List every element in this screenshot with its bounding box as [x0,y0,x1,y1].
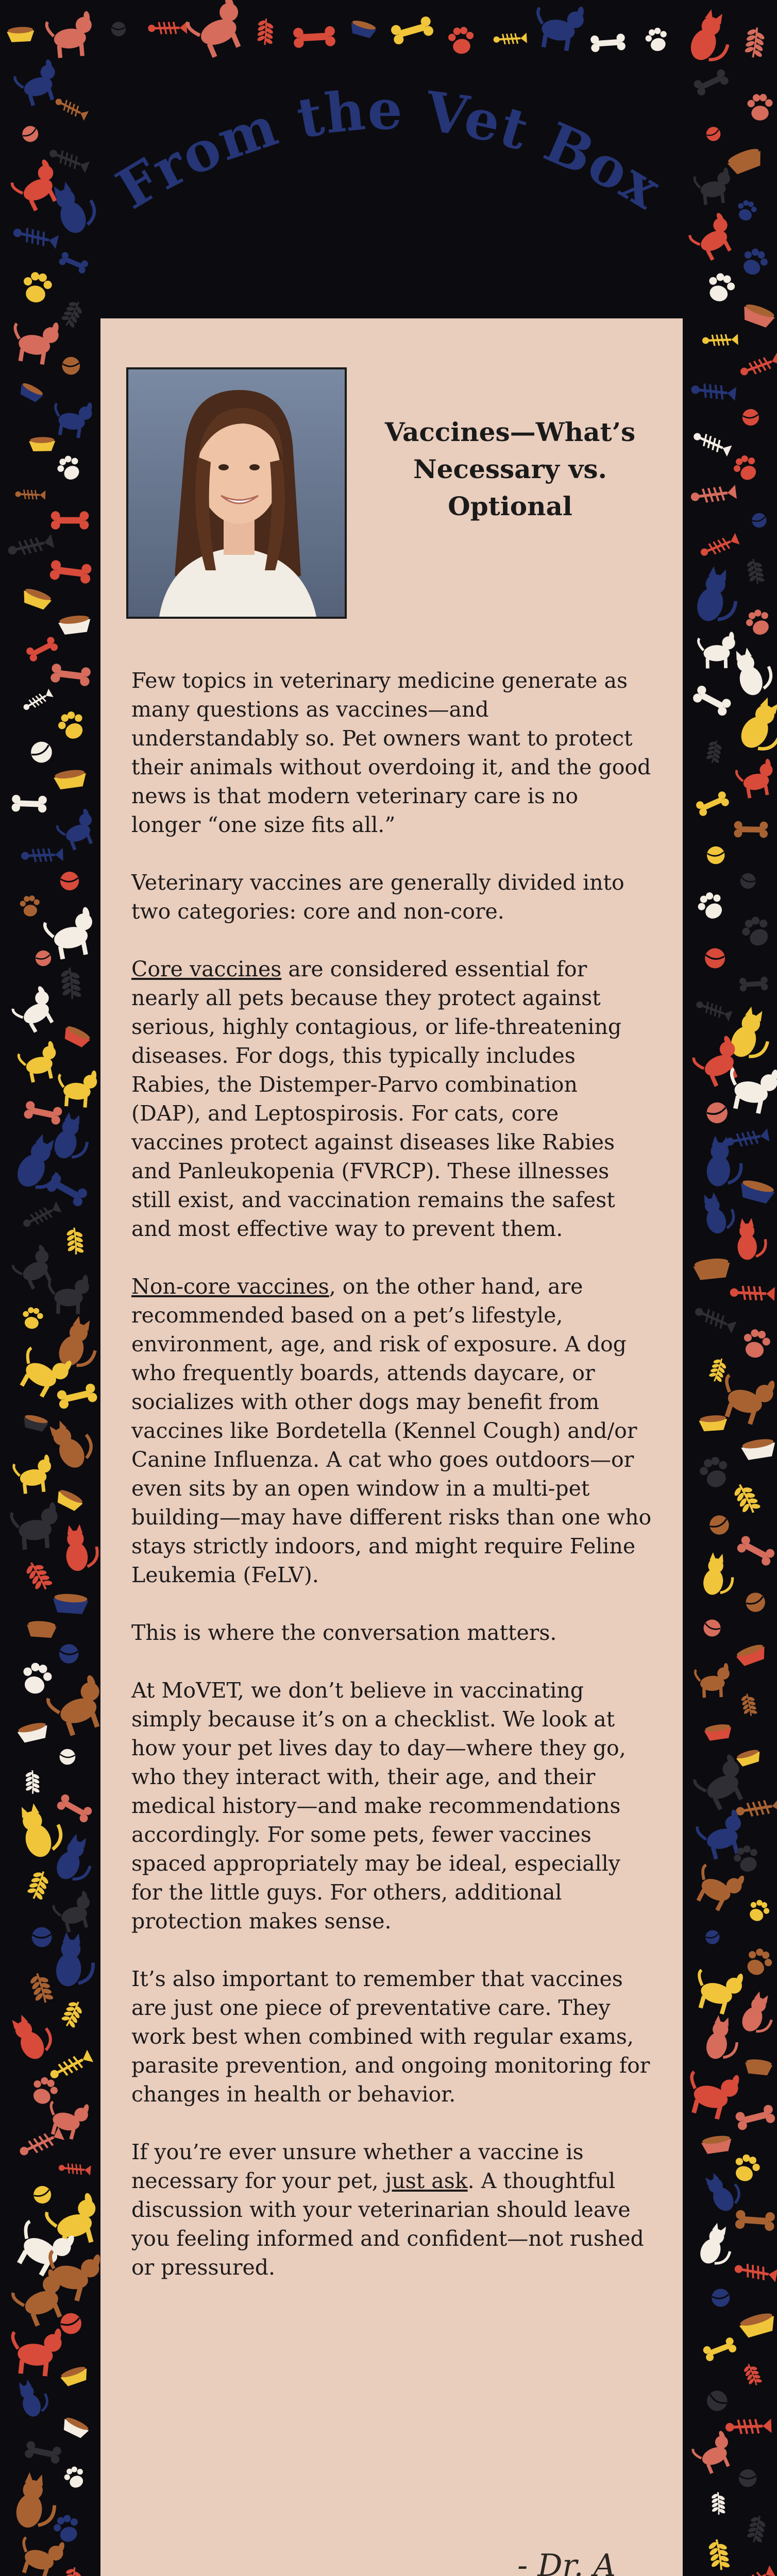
cat-silhouette-icon [731,643,776,698]
paw-print-icon [28,2074,61,2108]
dog-silhouette-icon [57,1068,98,1108]
ball-icon [706,1512,732,1537]
cat-silhouette-icon [700,1189,737,1235]
fish-bone-icon [690,382,736,401]
dog-silhouette-icon [52,1890,96,1935]
bone-icon [56,1383,98,1410]
catnip-sprig-icon [25,1868,52,1902]
dog-silhouette-icon [683,2064,741,2123]
article-paragraph: At MoVET, we don’t believe in vaccinating simply because it’s on a checklist. We look at how your pet lives day to day—where they go, who they interact with, their age, and their medical history—and make recommendations accordingly. For some pets, fewer vaccines spaced appropriately may be ideal, especially for the little guys. For others, additional protection makes sense. [131,1678,626,1934]
fish-bone-icon [21,1201,61,1230]
ball-icon [739,2469,757,2487]
cat-silhouette-icon [736,694,777,758]
dog-silhouette-icon [17,1040,61,1084]
catnip-sprig-icon [731,1480,762,1517]
cat-silhouette-icon [727,1004,777,1064]
food-bowl-icon [58,614,92,635]
dog-silhouette-icon [44,2192,104,2251]
fish-bone-icon [7,534,54,558]
food-bowl-icon [740,1437,777,1461]
bone-icon [691,684,732,717]
catnip-sprig-icon [741,2362,763,2388]
food-bowl-icon [26,1620,57,1638]
dog-silhouette-icon [690,2430,737,2477]
bone-icon [24,2441,62,2465]
fish-bone-icon [691,430,732,456]
paw-print-icon [19,1660,54,1697]
article-paragraph: Non-core vaccines, on the other hand, are recommended based on a pet’s lifestyle, environment, age, and risk of exposure. A dog who frequently boards, attends daycare, or socializes with other dogs may benefit from vaccines like Bordetella (Kennel Cough) and/or Canine Influenza. A cat who goes outdoors—or even sits by an open window in a multi-pet building—may have different risks than one who stays strictly indoors, and might require Feline Leukemia (FeLV). [131,1274,652,1587]
catnip-sprig-icon [59,967,82,1000]
paw-print-icon [745,1897,772,1925]
catnip-sprig-icon [62,2566,83,2576]
cat-silhouette-icon [15,2376,51,2419]
paw-print-icon [743,606,775,639]
dog-silhouette-icon [48,1274,89,1314]
portrait-illustration [128,369,345,617]
cat-silhouette-icon [7,2007,57,2063]
ball-icon [704,947,726,969]
food-bowl-icon [737,1178,776,1205]
dog-silhouette-icon [55,808,100,853]
fish-bone-icon [735,1798,777,1819]
fish-bone-icon [725,2419,771,2435]
ball-icon [704,1928,721,1945]
article-paragraph: Few topics in veterinary medicine generate as many questions as vaccines—and understandably so. Pet owners want to protect their animals without overdoing it, and the good news is that modern veterinary care is no longer “one size fits all.” [131,668,651,837]
food-bowl-icon [703,1723,733,1741]
ball-icon [711,2287,731,2308]
fish-bone-icon [733,2565,776,2576]
cat-silhouette-icon [706,1135,744,1188]
paw-print-icon [730,452,762,484]
masthead [0,0,777,319]
masthead-title: From the Vet Box [106,77,673,222]
ball-icon [743,1590,768,1615]
food-bowl-icon [52,1593,89,1615]
dog-silhouette-icon [689,1858,747,1916]
fish-bone-icon [702,334,738,346]
article-paragraph: Veterinary vaccines are generally divided into two categories: core and non-core. [131,870,624,924]
core-vaccines-term: Core vaccines [131,957,282,981]
paw-print-icon [694,888,729,923]
ball-icon [706,845,725,865]
article-paragraph: If you’re ever unsure whether a vaccine is necessary for your pet, just ask. A thoughtful discussion with your veterinarian should leave you feeling informed and confident—not rushed or pressured. [131,2140,644,2280]
dog-silhouette-icon [13,1454,54,1495]
dog-silhouette-icon [735,758,777,800]
fish-bone-icon [15,489,45,500]
dog-silhouette-icon [695,1663,731,1698]
fish-bone-icon [738,353,777,379]
catnip-sprig-icon [705,739,724,764]
dog-silhouette-icon [11,1502,60,1550]
bone-icon [56,1793,93,1824]
ball-icon [31,2183,54,2206]
food-bowl-icon [29,437,56,451]
ball-icon [59,1644,79,1664]
dog-silhouette-icon [724,1061,777,1116]
food-bowl-icon [17,381,45,404]
food-bowl-icon [22,1413,49,1433]
fish-bone-icon [693,1304,737,1334]
dog-silhouette-icon [10,1244,59,1293]
food-bowl-icon [738,2311,777,2340]
fish-bone-icon [47,2050,93,2082]
catnip-sprig-icon [25,1770,40,1794]
ball-icon [741,409,759,427]
just-ask-term: just ask [385,2168,468,2193]
article-body [131,666,652,2311]
paw-print-icon [55,708,89,743]
ball-icon [58,2310,84,2336]
paw-print-icon [62,2464,88,2490]
bone-icon [702,2336,738,2362]
ball-icon [62,357,80,375]
article-paragraph: Core vaccines are considered essential for nearly all pets because they protect against serious, highly contagious, or life-threatening diseases. For dogs, this typically includes Rabies, the Distemper-Parvo combination (DAP), and Leptospirosis. For cats, core vaccines protect against diseases like Rabies and Panleukopenia (FVRCP). These illnesses still exist, and vaccination remains the safest and most effective way to prevent them. [131,957,622,1241]
catnip-sprig-icon [745,2514,768,2545]
ball-icon [704,1100,730,1126]
fish-bone-icon [695,998,733,1022]
cat-silhouette-icon [737,1218,766,1260]
cat-silhouette-icon [704,2014,742,2063]
cat-silhouette-icon [697,2221,738,2270]
bone-icon [11,795,47,813]
ball-icon [703,2387,731,2414]
food-bowl-icon [60,2415,91,2440]
bone-icon [25,636,59,663]
catnip-sprig-icon [28,1971,55,2005]
food-bowl-icon [735,1642,769,1667]
paw-print-icon [738,913,775,950]
fish-bone-icon [22,689,54,713]
dog-silhouette-icon [10,316,61,366]
article-paragraph: It’s also important to remember that vaccines are just one piece of preventative care. They work best when combined with regular exams, parasite prevention, and ongoing monitoring for changes in health or behavior. [131,1967,650,2107]
food-bowl-icon [61,1024,92,1049]
cat-silhouette-icon [738,1990,777,2038]
food-bowl-icon [735,1748,763,1768]
article-panel [100,318,683,2576]
dog-silhouette-icon [51,397,93,439]
cat-silhouette-icon [63,1523,98,1572]
food-bowl-icon [699,1414,728,1431]
cat-silhouette-icon [694,565,744,627]
dog-silhouette-icon [698,632,735,669]
ball-icon [701,1617,723,1639]
catnip-sprig-icon [23,1558,55,1594]
food-bowl-icon [53,768,88,790]
ball-icon [750,511,768,529]
food-bowl-icon [692,1257,731,1281]
food-bowl-icon [701,2134,733,2155]
signature: - Dr. A [517,2548,616,2576]
fish-bone-icon [699,533,740,560]
bone-icon [49,560,92,584]
catnip-sprig-icon [740,1692,758,1717]
food-bowl-icon [744,2058,773,2076]
paw-print-icon [697,1454,733,1490]
paw-print-icon [51,2512,83,2545]
catnip-sprig-icon [65,1227,85,1255]
cat-silhouette-icon [45,1413,98,1472]
bone-icon [51,511,89,529]
catnip-sprig-icon [745,557,766,585]
paw-print-icon [21,1306,44,1330]
food-bowl-icon [54,1487,85,1513]
article-title: Vaccines—What’s Necessary vs. Optional [384,417,636,521]
bone-icon [735,2104,776,2131]
bone-icon [695,790,730,817]
bone-icon [45,1172,89,1208]
ball-icon [27,738,56,766]
catnip-sprig-icon [711,2492,726,2515]
paw-print-icon [54,452,85,484]
paw-print-icon [19,895,41,918]
dog-silhouette-icon [44,2095,91,2142]
bone-icon [735,2210,775,2231]
non-core-vaccines-term: Non-core vaccines [131,1274,329,1299]
fish-bone-icon [730,1285,775,1301]
paw-print-icon [730,2151,763,2184]
fish-bone-icon [58,2163,91,2176]
ball-icon [34,949,53,968]
fish-bone-icon [725,1128,769,1149]
catnip-sprig-icon [707,2538,731,2571]
cat-silhouette-icon [55,1931,96,1989]
food-bowl-icon [59,2364,90,2387]
fish-bone-icon [17,2127,64,2159]
bone-icon [23,1100,63,1126]
bone-icon [739,976,768,991]
paw-print-icon [740,1327,772,1360]
food-bowl-icon [20,586,53,611]
bone-icon [734,821,768,838]
cat-silhouette-icon [14,2471,60,2532]
bone-icon [736,1534,776,1567]
cat-silhouette-icon [702,1551,736,1597]
food-bowl-icon [16,1721,50,1744]
fish-bone-icon [734,2262,777,2282]
dog-silhouette-icon [690,1962,746,2017]
ball-icon [739,872,757,890]
ball-icon [59,1749,76,1765]
fish-bone-icon [690,485,737,504]
paw-print-icon [741,1945,775,1979]
ball-icon [31,1927,52,1947]
dog-silhouette-icon [14,2531,66,2576]
bone-icon [50,663,91,687]
catnip-sprig-icon [59,1998,86,2029]
fish-bone-icon [21,848,63,862]
article-paragraph: This is where the conversation matters. [131,1620,557,1645]
dog-silhouette-icon [9,2324,63,2378]
author-portrait [126,367,347,619]
ball-icon [60,871,80,891]
dog-silhouette-icon [9,985,61,1037]
dog-silhouette-icon [43,906,98,961]
